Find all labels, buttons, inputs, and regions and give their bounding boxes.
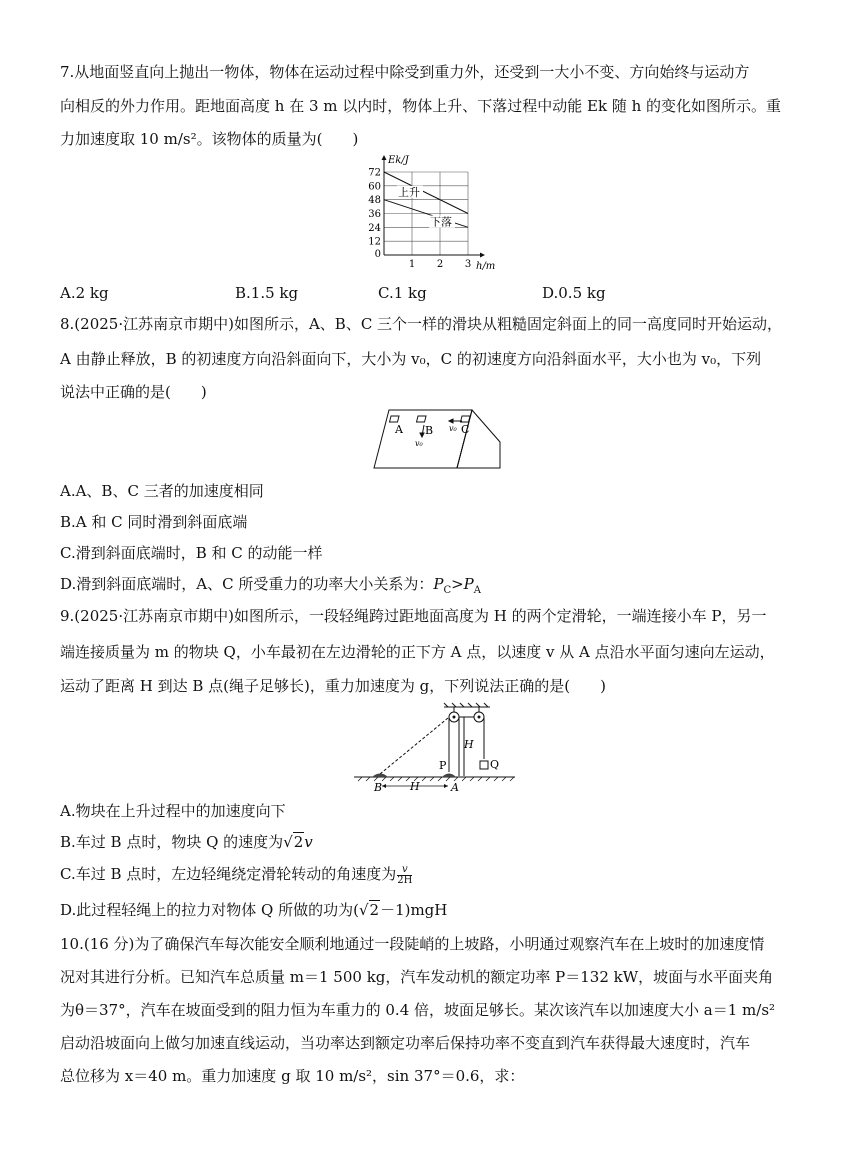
label-height-h: H — [464, 738, 474, 751]
question-9-line-3: 运动了距离 H 到达 B 点(绳子足够长)，重力加速度为 g，下列说法正确的是( ) — [60, 677, 606, 695]
option-d-tail: －1)mgH — [380, 901, 448, 919]
question-8-line-2: A 由静止释放，B 的初速度方向沿斜面向下，大小为 v₀，C 的初速度方向沿斜面水平，大小也为 v₀，下列 — [60, 350, 762, 368]
question-8-option-d[interactable] — [60, 574, 481, 601]
car-p — [442, 774, 456, 778]
question-7-line-3: 力加速度取 10 m/s²。该物体的质量为( ) — [60, 130, 359, 148]
fraction-numerator: v — [397, 865, 412, 876]
question-9-line-1: 9.(2025·江苏南京市期中)如图所示，一段轻绳跨过距地面高度为 H 的两个定滑轮，一端连接小车 P，另一 — [60, 607, 767, 625]
label-c: C — [461, 423, 470, 436]
y-tick-label: 36 — [368, 209, 381, 220]
ek-h-chart — [350, 152, 510, 274]
y-tick-label: 60 — [368, 181, 381, 193]
label-v0-c: v₀ — [449, 424, 457, 433]
label-a: A — [395, 423, 403, 436]
chart-axes — [382, 155, 486, 258]
power-compare: >P — [451, 575, 474, 593]
question-10-line-1: 10.(16 分)为了确保汽车每次能安全顺利地通过一段陡峭的上坡路，小明通过观察汽车在上坡时的加速度情 — [60, 935, 765, 953]
question-9-option-b[interactable] — [60, 832, 313, 852]
label-distance-h: H — [410, 780, 420, 793]
sqrt-symbol-d: √2 — [358, 901, 380, 919]
question-9-option-a[interactable]: A.物块在上升过程中的加速度向下 — [60, 802, 286, 820]
y-tick-label: 48 — [368, 195, 381, 207]
velocity-arrowhead-c — [449, 419, 453, 423]
series-line-1 — [384, 172, 468, 214]
question-8-line-3: 说法中正确的是( ) — [60, 383, 207, 401]
sqrt-radicand: 2 — [293, 833, 304, 851]
question-8-option-b[interactable]: B.A 和 C 同时滑到斜面底端 — [60, 513, 248, 531]
question-7-option-b[interactable]: B.1.5 kg — [235, 284, 299, 302]
question-10-line-2: 况对其进行分析。已知汽车总质量 m＝1 500 kg，汽车发动机的额定功率 P＝132 kW，坡面与水平面夹角 — [60, 968, 774, 986]
x-tick-label: 2 — [436, 259, 444, 270]
power-symbol-c: P — [433, 575, 444, 593]
question-7-option-d[interactable]: D.0.5 kg — [542, 284, 606, 302]
incline-surface — [374, 410, 472, 468]
fraction-denominator: 2H — [397, 874, 413, 886]
label-a-point: A — [451, 781, 459, 794]
option-d-text: D.此过程轻绳上的拉力对物体 Q 所做的功为( — [60, 901, 359, 919]
x-tick-label: 3 — [464, 259, 472, 270]
series-label-2: 下落 — [430, 215, 452, 229]
label-v0-b: v₀ — [415, 439, 423, 448]
incline-side — [457, 410, 500, 468]
question-7-option-c[interactable]: C.1 kg — [378, 284, 427, 302]
question-8-option-a[interactable]: A.A、B、C 三者的加速度相同 — [60, 482, 264, 500]
question-9-option-d[interactable] — [60, 900, 447, 920]
y-tick-label: 24 — [368, 222, 381, 234]
y-axis-label: Ek/J — [388, 155, 409, 166]
sqrt-symbol: √2 — [283, 833, 304, 851]
question-7-line-1: 7.从地面竖直向上抛出一物体，物体在运动过程中除受到重力外，还受到一大小不变、方向始终与运动方 — [60, 63, 750, 81]
question-9-option-c[interactable] — [60, 864, 412, 886]
block-q — [480, 761, 488, 769]
question-9-line-2: 端连接质量为 m 的物块 Q，小车最初在左边滑轮的正下方 A 点，以速度 v 从 A 点沿水平面匀速向左运动， — [60, 643, 775, 661]
option-b-text: B.车过 B 点时，物块 Q 的速度为 — [60, 833, 284, 851]
subscript-a: A — [473, 585, 481, 596]
car-at-b — [372, 774, 388, 778]
question-10-line-5: 总位移为 x＝40 m。重力加速度 g 取 10 m/s²，sin 37°＝0.6，求： — [60, 1067, 525, 1085]
question-8-line-1: 8.(2025·江苏南京市期中)如图所示，A、B、C 三个一样的滑块从粗糙固定斜面上的同一高度同时开始运动， — [60, 315, 783, 333]
pulley-figure — [352, 702, 517, 794]
incline-figure — [372, 408, 502, 470]
x-tick-label: 1 — [408, 259, 416, 270]
y-tick-label: 72 — [368, 167, 381, 179]
series-label-1: 上升 — [398, 185, 420, 199]
question-8-option-d-text: D.滑到斜面底端时，A、C 所受重力的功率大小关系为： — [60, 575, 434, 593]
slider-a — [390, 416, 399, 422]
option-b-velocity: v — [304, 833, 313, 851]
question-7-option-a[interactable]: A.2 kg — [60, 284, 109, 302]
velocity-arrowhead-b — [420, 433, 424, 437]
label-b: B — [425, 424, 434, 437]
sqrt-radicand-d: 2 — [369, 901, 380, 919]
slider-b — [417, 416, 426, 422]
rope-dashed — [380, 718, 448, 774]
origin-label: 0 — [374, 249, 381, 260]
question-10-line-4: 启动沿坡面向上做匀加速直线运动，当功率达到额定功率后保持功率不变直到汽车获得最大速度时，汽车 — [60, 1034, 751, 1052]
y-tick-label: 12 — [368, 236, 381, 248]
label-p: P — [439, 759, 447, 772]
label-q: Q — [490, 758, 500, 771]
y-axis-arrow — [382, 155, 387, 160]
x-axis-arrow — [480, 253, 485, 258]
question-10-line-3: 为θ＝37°，汽车在坡面受到的阻力恒为车重力的 0.4 倍，坡面足够长。某次该汽车以加速度大小 a＝1 m/s² — [60, 1001, 776, 1019]
x-axis-label: h/m — [476, 261, 496, 272]
label-b-point: B — [374, 781, 383, 794]
option-c-text: C.车过 B 点时，左边轻绳绕定滑轮转动的角速度为 — [60, 865, 397, 883]
question-8-option-c[interactable]: C.滑到斜面底端时，B 和 C 的动能一样 — [60, 544, 323, 562]
question-7-line-2: 向相反的外力作用。距地面高度 h 在 3 m 以内时，物体上升、下落过程中动能 Ek 随 h 的变化如图所示。重 — [60, 97, 782, 115]
fraction-v-over-2h — [397, 865, 412, 886]
subscript-c: C — [443, 585, 452, 596]
